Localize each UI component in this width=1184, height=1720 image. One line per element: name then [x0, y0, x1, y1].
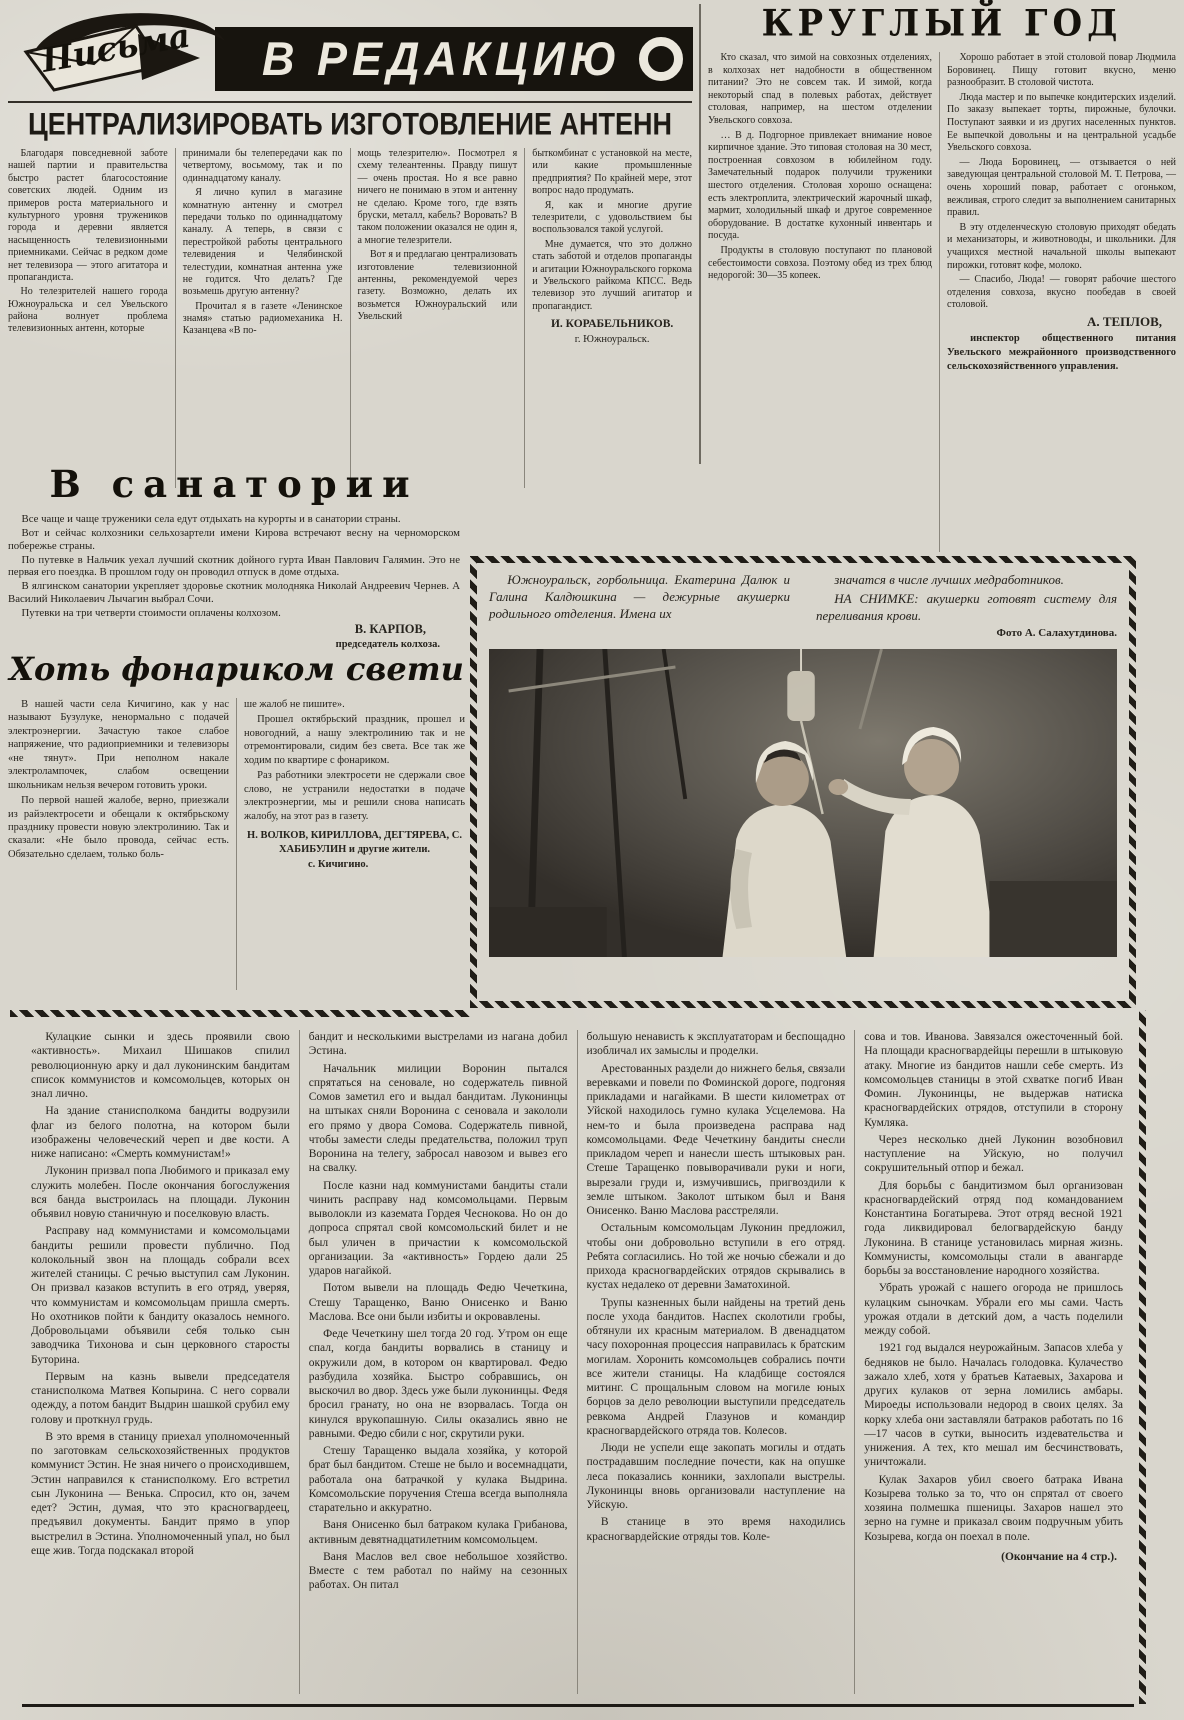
masthead — [8, 6, 692, 98]
masthead-rule — [8, 101, 692, 103]
author-signature: В. КАРПОВ, — [354, 622, 426, 637]
krugly-god-section — [708, 2, 1176, 552]
paragraph: Прочитал я в газете «Ленинское знамя» статью радиомеханика Н. Казанцева «В по- — [182, 300, 343, 337]
antenna-column-2 — [175, 148, 350, 488]
sanatorii-section — [8, 462, 460, 650]
paragraph: Кто сказал, что зимой на совхозных отделениях, в колхозах нет надобности в общественном питании? Это не совсем так. И зимой, когда некоторый спад в полевых работах, действует столовая, например, на шестом отделении Увельского совхоза. — [708, 52, 932, 126]
story-column-3 — [577, 1030, 855, 1694]
krugly-column-2 — [939, 52, 1176, 552]
logo-script-word: Письма — [38, 15, 193, 80]
paragraph: Я, как и многие другие телезрители, с удовольствием бы воспользовался такой услугой. — [532, 199, 692, 236]
paragraph: большую ненависть к эксплуататорам и беспощадно изобличал их замыслы и проделки. — [586, 1031, 846, 1058]
fonarik-title: Хоть фонариком свети — [9, 650, 464, 688]
paragraph: В нашей части села Кичигино, как у нас называют Бузулуке, ненормально с подачей электроэнергии. Зачастую такое слабое напряжение, что радиоприемники и телевизоры «не тянут». При неполном накале электролампочек, слабом освещении школьникам нельзя вечером готовить уроки. — [8, 699, 229, 791]
author-role: председатель колхоза. — [335, 638, 440, 650]
author-role: инспектор общественного питания Увельского межрайонного производственного сельскохозяйственного управления. — [947, 333, 1176, 372]
paragraph: ше жалоб не пишите». — [244, 699, 345, 710]
paragraph: После казни над коммунистами бандиты стали чинить расправу над комсомольцами. Первым выволокли из каземата Гордея Чеснокова. Но он до допроса спрятал свой комсомольский билет и не был уличен в причастии к комсомольской организации. За «активность» Гордею дали 25 ударов нагайкой. — [308, 1179, 568, 1277]
caption-column-1 — [489, 571, 790, 643]
paragraph: Первым на казнь вывели председателя станисполкома Матвея Копырина. С него сорвали одежду, а потом бандит Выдрин шашкой срубил ему голову и проткнул грудь. — [31, 1370, 290, 1426]
paragraph: Ваня Онисенко был батраком кулака Грибанова, активным девятнадцатилетним комсомольцем. — [308, 1519, 568, 1546]
paragraph: В ялгинском санатории укрепляет здоровье скотник молодняка Николай Андреевич Чернев. А Василий Николаевич Лычагин выбрал Сочи. — [8, 580, 460, 605]
paragraph: Начальник милиции Воронин пытался спрятаться на сеновале, но содержатель пивной Сомов заметил его и выдал бандитам. Луконинцы на штыках сняли Воронина с сеновала и закололи его прямо у двора Сомова. Содержатель пивной, чтобы замести следы предательства, положил труп Воронина на телегу, забросал навозом и вывез его на свалку. — [308, 1062, 568, 1175]
equipment-shadow — [989, 881, 1117, 957]
paragraph: Путевки на три четверти стоимости оплачены колхозом. — [21, 607, 281, 620]
paragraph: Я лично купил в магазине комнатную антенну и смотрел передачи только по одиннадцатому каналу. А теперь, в связи с перестройкой работы центрального телевидения и Челябинской телестудии, комнатная антенна уже не годится. Что делать? Где возьмешь другую антенну? — [182, 187, 343, 298]
paragraph: На здание станисполкома бандиты водрузили флаг из белого полотна, на котором были изображены человеческий череп и две кости. А ниже написано: «Смерть коммунистам!» — [31, 1105, 290, 1160]
paragraph: Благодаря повседневной заботе нашей партии и правительства быстро растет благосостояние советских людей. Одним из примеров роста материального и культурного уровня тружеников города и деревни является насыщенность телевизионными приемниками. Сейчас в редком доме нет телевизора — этого агитатора и пропагандиста. — [8, 148, 168, 283]
story-column-2 — [299, 1030, 577, 1694]
paragraph: Кулацкие сынки и здесь проявили свою «активность». Михаил Шишаков спилил революционную арку и дал луконинским бандитам список коммунистов и комсомольцев, которых он знал лично. — [31, 1031, 290, 1100]
paragraph: Ваня Маслов вел свое небольшое хозяйство. Вместе с тем работал по найму на сезонных работах. Он питал — [308, 1550, 568, 1592]
banner-title: В РЕДАКЦИЮ — [262, 31, 622, 86]
paragraph: Вот и сейчас колхозники сельхозартели имени Кирова встречают весну на черноморском побережье страны. — [8, 527, 460, 552]
caption-text: НА СНИМКЕ: акушерки готовят систему для переливания крови. — [816, 591, 1117, 624]
antenna-headline: ЦЕНТРАЛИЗИРОВАТЬ ИЗГОТОВЛЕНИЕ АНТЕНН — [27, 107, 672, 142]
banner-seal-icon — [639, 37, 683, 81]
krugly-column-1 — [708, 52, 939, 552]
paragraph: мощь телезрителю». Посмотрел я схему телеантенны. Правду пишут — очень простая. Но я все равно ничего не понимаю в этом и антенну не сделаю. Кроме того, где взять бруски, металл, кабель? Воровать? В таком положении оказался не один я, а многие телезрители. — [357, 148, 518, 246]
paragraph: сова и тов. Иванова. Завязался ожесточенный бой. На площади красногвардейцы перешли в штыковую атаку. Многие из бандитов нашли себе смерть. Из комсомольцев станицы в этой схватке погиб Иван Фомин. Луконинцы, не выдержав натиска красногвардейских отрядов, отступили в сторону Кумляка. — [864, 1031, 1123, 1129]
paragraph: Но телезрителей нашего города Южноуральска и сел Увельского района волнует проблема телевизионных антенн, которые — [8, 286, 168, 335]
equipment-shadow — [489, 907, 607, 957]
paragraph: бандит и несколькими выстрелами из нагана добил Эстина. — [308, 1031, 568, 1058]
antenna-column-1 — [8, 148, 175, 488]
paragraph: … В д. Подгорное привлекает внимание новое кирпичное здание. Это типовая столовая на 30 мест, построенная совхозом в юбилейном году. Замечательный подарок получили труженики шестого отделения. Столовая хорошо оснащена: есть электроплита, электрический жарочный шкаф, мармит, холодильный шкаф и другое современное оборудование. В достатке кухонный инвентарь и посуда. — [708, 129, 932, 242]
paragraph: — Люда Боровинец, — отзывается о ней заведующая центральной столовой М. Т. Петрова, — очень хороший повар, работает с огоньком, вежливая, строго следит за выполнением санитарных правил. — [947, 156, 1176, 219]
antenna-column-4 — [524, 148, 692, 488]
paragraph: — Спасибо, Люда! — говорят рабочие шестого отделения совхоза, вкусно пообедав в своей столовой. — [947, 274, 1176, 311]
paragraph: Кулак Захаров убил своего батрака Ивана Козырева только за то, что он спрятал от своего хозяина полмешка пшеницы. Захаров нашел это зерно на гумне и приказал своим подручным убить Козырева, когда он поехал в поле. — [864, 1473, 1123, 1543]
paragraph: Расправу над коммунистами и комсомольцами бандиты решили провести публично. Под колокольный звон на площадь собрали всех жителей станицы. С речью выступил сам Луконин. Он призвал казаков вступить в его отряд, уверяя, что коммунистам и комсомольцам пришла смерть. Но охотников пойти к бандиту оказалось немного. Добровольцами объявили себя только сын заводчика Тихонова и сын церковного старосты Буторина. — [31, 1225, 290, 1366]
paragraph: Потом вывели на площадь Федю Чечеткина, Стешу Таращенко, Ваню Онисенко и Ваню Маслова. Все они были избиты и окровавлены. — [308, 1282, 568, 1323]
paragraph: 1921 год выдался неурожайным. Запасов хлеба у бедняков не было. Началась голодовка. Кулачество зажало хлеб, хотя у братьев Катаевых, Захарова и других кулаков от зерна ломились амбары. Мироеды использовали недород в своих целях. За корку хлеба они заставляли батраков работать по 16—17 часов в сутки, выносить издевательства и унижения. А тех, кто мешал им бесчинствовать, уничтожали. — [864, 1342, 1123, 1469]
author-place: г. Южноуральск. — [574, 334, 650, 346]
paragraph: Арестованных раздели до нижнего белья, связали веревками и повели по Фоминской дороге, подгоняя прикладами и нагайками. В шести километрах от Уйской находилось гумно кулака Усцелемова. На нем-то и была произведена расправа над комсомольцами. Феде Чечеткину бандиты снесли прикладом череп и нанесли шесть штыковых ран. Стеше Таращенко повыворачивали руки и ноги, вырезали груди и, измучившись, пригвоздили к земле штыком. Заколот штыком был и Ваня Онисенко. Ваню Маслова расстреляли. — [586, 1062, 846, 1217]
masthead-banner — [216, 28, 692, 90]
paragraph: Луконин призвал попа Любимого и приказал ему служить молебен. После окончания богослужения вся банда выстроилась на площади. Луконин объявил новую станичную и поселковую власть. — [31, 1165, 290, 1220]
bottom-story-section — [22, 1030, 1132, 1694]
antenna-column-3 — [350, 148, 525, 488]
paragraph: По первой нашей жалобе, верно, приезжали из райэлектросети и обещали к октябрьскому празднику провести новую электролинию. Так и сказали: «Не было провода, сейчас есть. Обязательно сделаем, только боль- — [8, 795, 229, 860]
author-signature: А. ТЕПЛОВ, — [1086, 313, 1162, 329]
paragraph: Феде Чечеткину шел тогда 20 год. Утром он еще спал, когда бандиты ворвались в станицу и окружили дом, в котором он квартировал. Федю разбудила хозяйка. Быстро собравшись, он выскочил во двор. Здесь уже были луконинцы. Федя бросил гранату, но она не взорвалась. Тогда он кинулся врукопашную. Силы оказались явно не равными. Федю сбили с ног, скрутили руки. — [308, 1328, 568, 1440]
letters-section — [8, 6, 692, 488]
authors-place: с. Кичигино. — [308, 859, 369, 871]
fonarik-column-2 — [236, 698, 465, 990]
paragraph: Мне думается, что это должно стать заботой и отделов пропаганды и агитации Южноуральского горкома и Увельского райкома КПСС. Ведь телевизор это лучший агитатор и пропагандист. — [532, 238, 692, 312]
paragraph: быткомбинат с установкой на месте, или какие промышленные предприятия? По крайней мере, этот вопрос надо продумать. — [532, 148, 692, 197]
paragraph: В станице в это время находились красногвардейские отряды тов. Коле- — [586, 1516, 846, 1543]
page-bottom-rule — [22, 1704, 1134, 1707]
antenna-article — [8, 148, 692, 488]
photo-credit: Фото А. Салахутдинова. — [996, 627, 1117, 640]
paragraph: Вот я и предлагаю централизовать изготовление телевизионной антенны, рекомендуемой через газету. Возможно, делать их возьмется Южноуральский или Увельский — [357, 249, 518, 323]
letters-logo — [14, 6, 246, 98]
author-signature: И. КОРАБЕЛЬНИКОВ. — [550, 318, 674, 331]
paragraph: Люда мастер и по выпечке кондитерских изделий. По заказу выпекает торты, пирожные, булочки. Поступают заявки и из других населенных пунктов. Ее выпечкой довольны и на центральной усадьбе Увельского совхоза. — [947, 91, 1176, 154]
paragraph: Люди не успели еще закопать могилы и отдать пострадавшим последние почести, как на опушке леса показались конники, захлопали выстрелы. Луконинцы вновь организовали наступление на Уйскую. — [586, 1442, 846, 1511]
story-column-1 — [22, 1030, 299, 1694]
authors-signature: Н. ВОЛКОВ, КИРИЛЛОВА, ДЕГТЯРЕВА, С. ХАБИБУЛИН и другие жители. — [247, 829, 462, 855]
bottom-story-article — [22, 1030, 1132, 1694]
rope-divider-horizontal — [10, 1010, 470, 1017]
story-column-4 — [854, 1030, 1132, 1694]
photo-feature-box — [470, 556, 1136, 1008]
paragraph: Стешу Таращенко выдала хозяйка, у которой брат был бандитом. Стеше не было и восемнадцати, работала она батрачкой у кулака Выдрина. Комсомольские поручения Стеша всегда выполняла старательно и аккуратно. — [308, 1445, 568, 1514]
paragraph: Все чаще и чаще труженики села едут отдыхать на курорты и в санатории страны. — [21, 513, 401, 525]
paragraph: Остальным комсомольцам Луконин предложил, чтобы они добровольно вступили в его отряд. Ребята согласились. Но той же ночью сбежали и до прихода красногвардейских отрядов скрывались в кустах недалеко от деревни Заматохиной. — [586, 1222, 846, 1292]
fonarik-article — [8, 698, 465, 990]
caption-column-2 — [816, 571, 1117, 643]
paragraph: Через несколько дней Луконин возобновил наступление на Уйскую, но получил сокрушительный отпор и бежал. — [864, 1133, 1123, 1175]
rope-divider-vertical — [1139, 1010, 1146, 1704]
paragraph: В это время в станицу приехал уполномоченный по заготовкам сельскохозяйственных продуктов коммунист Эстин. Не зная ничего о происходившем, Эстин направился к станисполкому. Его встретил сын Луконина — Венька. Спросил, кто он, зачем едет? Эстин, думая, что это красногвардеец, предъявил документы. Бандит прямо в упор выстрелил в Эстина. Уполномоченный упал, но был еще жив. Тогда подскакал второй — [31, 1430, 290, 1557]
paragraph: Хорошо работает в этой столовой повар Людмила Боровинец. Пищу готовит вкусно, меню разнообразит. В столовой чистота. — [947, 52, 1176, 89]
krugly-god-title: КРУГЛЫЙ ГОД — [761, 2, 1123, 46]
caption-text: значатся в числе лучших медработников. — [834, 572, 1064, 587]
paragraph: Трупы казненных были найдены на третий день после ухода бандитов. Наспех сколотили гробы, обтянули их красным материалом. В двенадцатом часу похоронная процессия направилась к братским могилам. Хоронить комсомольцев собрались почти все жители станицы. На кладбище состоялся митинг. С прощальным словом на могиле юных борцов за дело революции выступили председатель ревкома Андрей Глазунов и командир красногвардейского отряда тов. Колесов. — [586, 1296, 846, 1437]
nurses-photo — [489, 649, 1117, 957]
paragraph: Продукты в столовую поступают по плановой себестоимости совхоза. Поэтому обед из трех блюд недорогой: 30—35 копеек. — [708, 244, 932, 282]
continuation-note: (Окончание на 4 стр.). — [1001, 1550, 1117, 1563]
paragraph: Для борьбы с бандитизмом был организован красногвардейский отряд под командованием Константина Богатырева. Этот отряд весной 1921 года ликвидировал белогвардейскую банду Луконина. В станице установилась мирная жизнь. Коммунисты, комсомольцы стали в авангарде борьбы за восстановление народного хозяйства. — [864, 1179, 1123, 1277]
paragraph: принимали бы телепередачи как по четвертому, восьмому, так и по одиннадцатому каналу. — [182, 148, 343, 184]
paragraph: Прошел октябрьский праздник, прошел и новогодний, а нашу электролинию так и не отремонтировали, сидим без света. Все так же ходим по квартире с фонариком. — [244, 714, 465, 766]
photo-caption — [489, 571, 1117, 643]
fonarik-section — [8, 650, 465, 990]
krugly-god-article — [708, 52, 1176, 552]
paragraph: В эту отделенческую столовую приходят обедать и механизаторы, и животноводы, и школьники. Для учащихся местной начальной школы выпекают пирожки, готовят кофе, молоко. — [947, 221, 1176, 271]
paragraph: По путевке в Нальчик уехал лучший скотник дойного гурта Иван Павлович Галямин. Это не первая его поездка. В прошлом году он проводил отпуск в доме отдыха. — [8, 553, 460, 579]
paragraph: Раз работники электросети не сдержали свое слово, не устранили недостатки в подаче электроэнергии, мы и решили снова написать жалобу, на этот раз в газету. — [244, 770, 465, 822]
paragraph: Убрать урожай с нашего огорода не пришлось кулацким сыночкам. Убрали его мы сами. Часть урожая отдали в детский дом, а часть поделили между собой. — [864, 1282, 1123, 1337]
sanatorii-article — [8, 513, 460, 650]
fonarik-column-1 — [8, 698, 236, 990]
caption-text: Южноуральск, горбольница. Екатерина Далюк и Галина Калдюшкина — дежурные акушерки родильного отделения. Имена их — [489, 572, 790, 622]
section-divider-rule — [699, 4, 701, 464]
sanatorii-title: В санатории — [49, 462, 419, 506]
